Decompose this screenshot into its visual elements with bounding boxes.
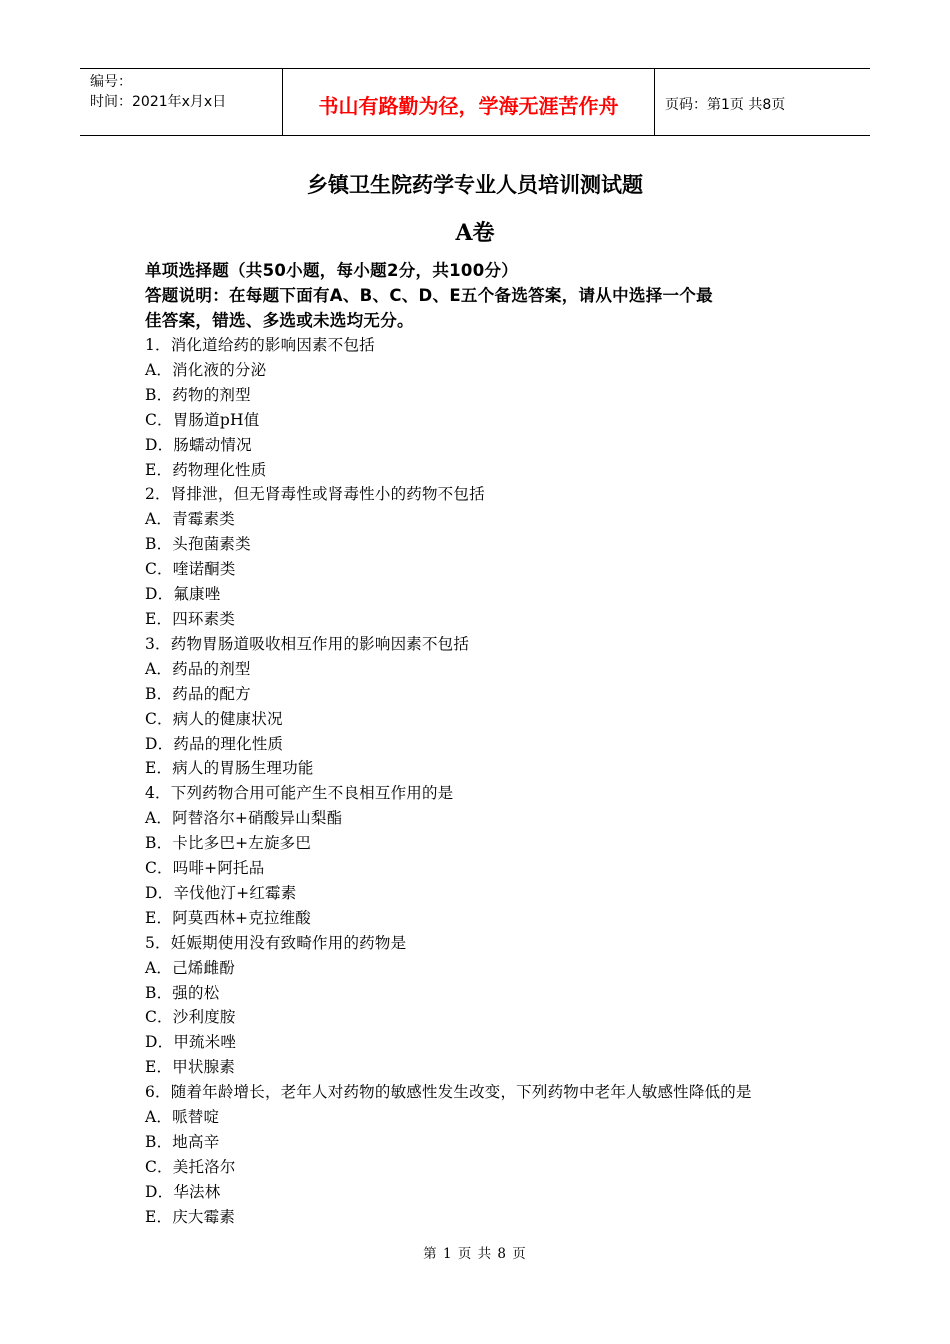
question-4 xyxy=(145,781,815,930)
question-list xyxy=(145,333,815,1230)
question-option: E．药物理化性质 xyxy=(145,460,267,479)
question-option: C．吗啡+阿托品 xyxy=(145,859,265,878)
question-option: A．青霉素类 xyxy=(145,510,235,529)
question-option: C．胃肠道pH值 xyxy=(145,410,260,429)
page-title: 乡镇卫生院药学专业人员培训测试题 xyxy=(307,173,643,197)
question-option: A．消化液的分泌 xyxy=(145,360,267,379)
question-option: B．药物的剂型 xyxy=(145,385,251,404)
question-option: E．四环素类 xyxy=(145,609,236,628)
header-meta xyxy=(80,69,282,135)
question-stem: 2．肾排泄，但无肾毒性或肾毒性小的药物不包括 xyxy=(145,485,485,504)
question-option: A．药品的剂型 xyxy=(145,659,251,678)
question-option: A．己烯雌酚 xyxy=(145,958,235,977)
section-heading: 单项选择题（共50小题，每小题2分，共100分） xyxy=(145,261,519,280)
page-subtitle: A卷 xyxy=(455,220,495,246)
header-table xyxy=(80,68,870,136)
question-option: E．庆大霉素 xyxy=(145,1207,236,1226)
question-5 xyxy=(145,931,815,1080)
question-option: E．病人的胃肠生理功能 xyxy=(145,759,314,778)
question-stem: 5．妊娠期使用没有致畸作用的药物是 xyxy=(145,933,407,952)
question-6 xyxy=(145,1080,815,1229)
question-stem: 4．下列药物合用可能产生不良相互作用的是 xyxy=(145,784,454,803)
instructions-line: 答题说明：在每题下面有A、B、C、D、E五个备选答案，请从中选择一个最 xyxy=(145,286,713,305)
question-3 xyxy=(145,632,815,781)
question-option: C．喹诺酮类 xyxy=(145,560,236,579)
header-motto: 书山有路勤为径，学海无涯苦作舟 xyxy=(282,69,655,135)
question-option: D．辛伐他汀+红霉素 xyxy=(145,883,297,902)
exam-content xyxy=(145,258,815,1230)
question-option: A．阿替洛尔+硝酸异山梨酯 xyxy=(145,809,343,828)
question-option: E．甲状腺素 xyxy=(145,1058,236,1077)
page-footer: 第 1 页 共 8 页 xyxy=(423,1246,527,1262)
question-option: D．肠蠕动情况 xyxy=(145,435,252,454)
question-1 xyxy=(145,333,815,482)
question-option: D．药品的理化性质 xyxy=(145,734,284,753)
document-date: 时间：2021年x月x日 xyxy=(90,94,227,110)
question-option: D．华法林 xyxy=(145,1182,221,1201)
question-option: C．病人的健康状况 xyxy=(145,709,283,728)
question-option: B．头孢菌素类 xyxy=(145,535,251,554)
question-stem: 3．药物胃肠道吸收相互作用的影响因素不包括 xyxy=(145,634,470,653)
question-option: B．卡比多巴+左旋多巴 xyxy=(145,834,312,853)
question-option: B．地高辛 xyxy=(145,1133,220,1151)
question-stem: 6．随着年龄增长，老年人对药物的敏感性发生改变，下列药物中老年人敏感性降低的是 xyxy=(145,1083,752,1102)
question-option: E．阿莫西林+克拉维酸 xyxy=(145,908,312,927)
question-option: C．美托洛尔 xyxy=(145,1157,236,1176)
question-stem: 1．消化道给药的影响因素不包括 xyxy=(145,336,375,354)
question-option: B．药品的配方 xyxy=(145,684,251,703)
instructions-line: 佳答案，错选、多选或未选均无分。 xyxy=(145,311,414,330)
question-option: D．甲巯米唑 xyxy=(145,1033,237,1052)
question-option: C．沙利度胺 xyxy=(145,1008,236,1027)
question-option: A．哌替啶 xyxy=(145,1108,220,1127)
document-number-label: 编号： xyxy=(90,74,132,90)
question-2 xyxy=(145,482,815,631)
header-page-info: 页码：第1页 共8页 xyxy=(665,97,786,113)
question-option: D．氟康唑 xyxy=(145,585,221,604)
question-option: B．强的松 xyxy=(145,983,220,1002)
